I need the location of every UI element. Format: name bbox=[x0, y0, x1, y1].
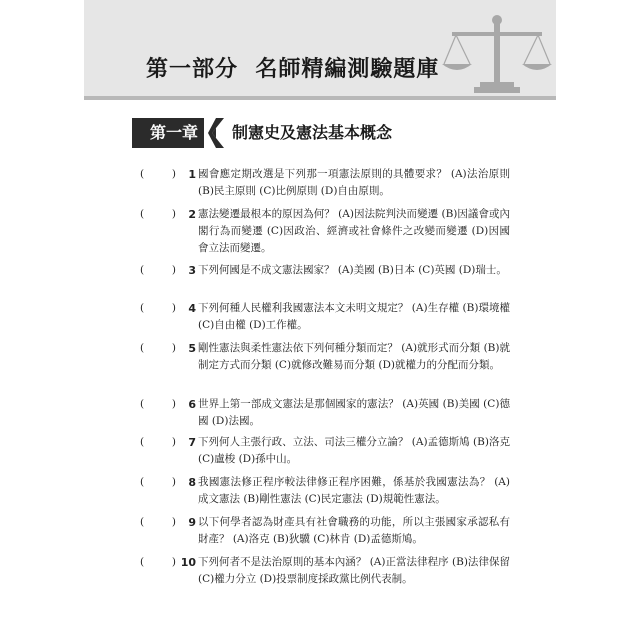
question-text: 下列何種人民權利我國憲法本文未明文規定？ (A)生存權 (B)環境權 (C)自由權 (D)工作權。 bbox=[198, 302, 510, 331]
question-number: 7 bbox=[188, 436, 196, 449]
question-number: 9 bbox=[188, 516, 196, 529]
question-number: 1 bbox=[188, 168, 196, 181]
question-text: 憲法變遷最根本的原因為何？ (A)因法院判決而變遷 (B)因議會或內閣行為而變遷 (C)因政治、經濟或社會條件之改變而變遷 (D)因國會立法而變遷。 bbox=[198, 208, 510, 254]
question-number: 8 bbox=[188, 476, 196, 489]
question-text: 下列何人主張行政、立法、司法三權分立論？ (A)孟德斯鳩 (B)洛克 (C)盧梭 (D)孫中山。 bbox=[198, 436, 510, 465]
question-number: 2 bbox=[188, 208, 196, 221]
chapter-header bbox=[132, 118, 432, 148]
answer-blank[interactable]: ( ) bbox=[140, 302, 176, 314]
answer-blank[interactable]: ( ) bbox=[140, 398, 176, 410]
part-title: 第一部分 名師精編測驗題庫 bbox=[146, 57, 440, 82]
answer-blank[interactable]: ( ) bbox=[140, 168, 176, 180]
question-text: 下列何國是不成文憲法國家？ (A)美國 (B)日本 (C)英國 (D)瑞士。 bbox=[198, 264, 507, 276]
answer-blank[interactable]: ( ) bbox=[140, 342, 176, 354]
part-banner bbox=[84, 0, 556, 100]
answer-blank[interactable]: ( ) bbox=[140, 264, 176, 276]
question-text: 我國憲法修正程序較法律修正程序困難，係基於我國憲法為？ (A)成文憲法 (B)剛性憲法 (C)民定憲法 (D)規範性憲法。 bbox=[198, 476, 510, 505]
question-number: 10 bbox=[180, 556, 196, 569]
balance-scale-icon bbox=[440, 8, 554, 96]
chevron-notch-icon bbox=[204, 118, 224, 148]
question-number: 6 bbox=[188, 398, 196, 411]
question-text: 世界上第一部成文憲法是那個國家的憲法？ (A)英國 (B)美國 (C)德國 (D)法國。 bbox=[198, 398, 510, 427]
question-text: 下列何者不是法治原則的基本內涵？ (A)正當法律程序 (B)法律保留 (C)權力分立 (D)投票制度採政黨比例代表制。 bbox=[198, 556, 510, 585]
question-number: 3 bbox=[188, 264, 196, 277]
answer-blank[interactable]: ( ) bbox=[140, 556, 176, 568]
answer-blank[interactable]: ( ) bbox=[140, 516, 176, 528]
answer-blank[interactable]: ( ) bbox=[140, 476, 176, 488]
answer-blank[interactable]: ( ) bbox=[140, 436, 176, 448]
question-number: 4 bbox=[188, 302, 196, 315]
answer-blank[interactable]: ( ) bbox=[140, 208, 176, 220]
question-text: 以下何學者認為財產具有社會職務的功能，所以主張國家承認私有財產？ (A)洛克 (B)狄驥 (C)林肯 (D)孟德斯鳩。 bbox=[198, 516, 510, 545]
chapter-badge: 第一章 bbox=[132, 118, 216, 148]
question-text: 剛性憲法與柔性憲法依下列何種分類而定？ (A)就形式而分類 (B)就制定方式而分類 (C)就修改難易而分類 (D)就權力的分配而分類。 bbox=[198, 342, 510, 371]
question-number: 5 bbox=[188, 342, 196, 355]
chapter-title: 制憲史及憲法基本概念 bbox=[232, 123, 393, 142]
question-text: 國會應定期改選是下列那一項憲法原則的具體要求？ (A)法治原則 (B)民主原則 (C)比例原則 (D)自由原則。 bbox=[198, 168, 510, 197]
